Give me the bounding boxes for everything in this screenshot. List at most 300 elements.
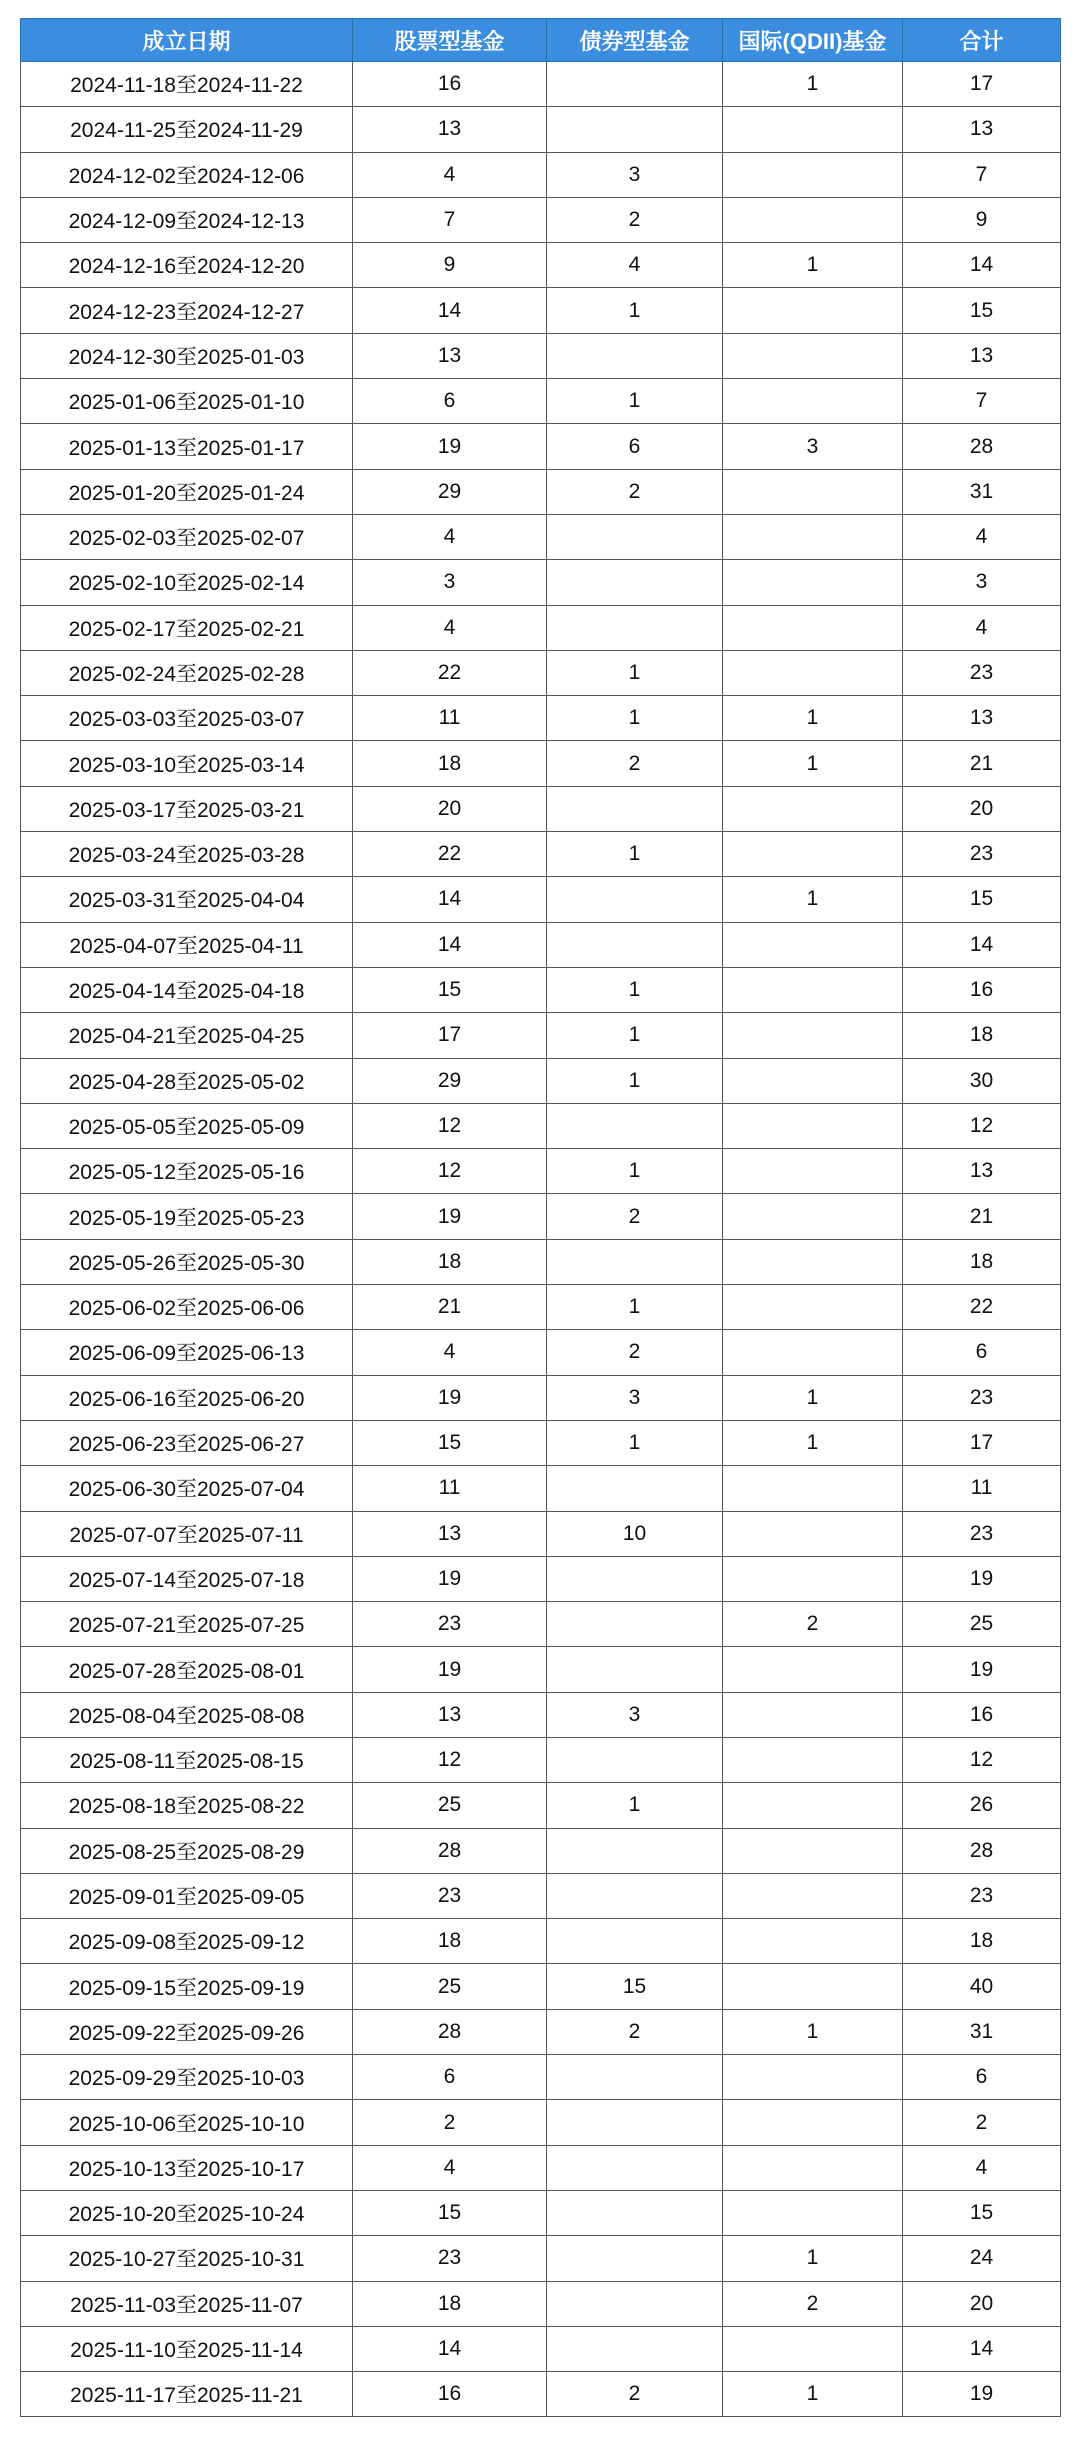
- cell-stock-count: 11: [353, 696, 547, 741]
- header-total: 合计: [903, 19, 1061, 62]
- cell-qdii-count: 1: [723, 2009, 903, 2054]
- cell-date-range: 2025-01-13至2025-01-17: [21, 424, 353, 469]
- cell-total-count: 31: [903, 2009, 1061, 2054]
- cell-total-count: 6: [903, 1330, 1061, 1375]
- header-bond-fund: 债券型基金: [547, 19, 723, 62]
- cell-stock-count: 28: [353, 1828, 547, 1873]
- cell-total-count: 9: [903, 197, 1061, 242]
- table-row: [21, 62, 1061, 107]
- table-row: [21, 379, 1061, 424]
- cell-stock-count: 22: [353, 650, 547, 695]
- cell-stock-count: 19: [353, 1647, 547, 1692]
- cell-total-count: 13: [903, 107, 1061, 152]
- cell-total-count: 20: [903, 2281, 1061, 2326]
- cell-total-count: 13: [903, 696, 1061, 741]
- table-row: [21, 2326, 1061, 2371]
- cell-bond-count: [547, 1239, 723, 1284]
- table-row: [21, 1420, 1061, 1465]
- cell-stock-count: 4: [353, 605, 547, 650]
- cell-date-range: 2025-03-10至2025-03-14: [21, 741, 353, 786]
- cell-stock-count: 13: [353, 107, 547, 152]
- cell-bond-count: [547, 877, 723, 922]
- table-row: [21, 1602, 1061, 1647]
- cell-total-count: 13: [903, 1149, 1061, 1194]
- cell-date-range: 2025-05-19至2025-05-23: [21, 1194, 353, 1239]
- cell-date-range: 2025-08-18至2025-08-22: [21, 1783, 353, 1828]
- cell-qdii-count: [723, 1647, 903, 1692]
- cell-bond-count: [547, 2236, 723, 2281]
- cell-total-count: 22: [903, 1285, 1061, 1330]
- table-row: [21, 650, 1061, 695]
- cell-stock-count: 20: [353, 786, 547, 831]
- table-header: [21, 19, 1061, 62]
- cell-date-range: 2024-11-25至2024-11-29: [21, 107, 353, 152]
- cell-stock-count: 12: [353, 1149, 547, 1194]
- cell-bond-count: 1: [547, 1783, 723, 1828]
- cell-qdii-count: 1: [723, 1420, 903, 1465]
- header-row: [21, 19, 1061, 62]
- cell-date-range: 2025-02-03至2025-02-07: [21, 514, 353, 559]
- cell-bond-count: 2: [547, 1330, 723, 1375]
- table-row: [21, 1466, 1061, 1511]
- table-row: [21, 1149, 1061, 1194]
- table-row: [21, 1783, 1061, 1828]
- cell-total-count: 23: [903, 1873, 1061, 1918]
- cell-total-count: 13: [903, 333, 1061, 378]
- table-row: [21, 424, 1061, 469]
- cell-bond-count: [547, 2100, 723, 2145]
- table-row: [21, 288, 1061, 333]
- cell-bond-count: 1: [547, 832, 723, 877]
- cell-qdii-count: [723, 1330, 903, 1375]
- cell-bond-count: 2: [547, 469, 723, 514]
- cell-date-range: 2025-08-11至2025-08-15: [21, 1737, 353, 1782]
- cell-stock-count: 13: [353, 1511, 547, 1556]
- cell-stock-count: 22: [353, 832, 547, 877]
- cell-total-count: 12: [903, 1103, 1061, 1148]
- cell-total-count: 40: [903, 1964, 1061, 2009]
- cell-date-range: 2025-06-09至2025-06-13: [21, 1330, 353, 1375]
- cell-qdii-count: [723, 2326, 903, 2371]
- cell-qdii-count: 1: [723, 741, 903, 786]
- cell-total-count: 15: [903, 877, 1061, 922]
- cell-qdii-count: 1: [723, 62, 903, 107]
- cell-date-range: 2025-06-02至2025-06-06: [21, 1285, 353, 1330]
- cell-total-count: 18: [903, 1013, 1061, 1058]
- cell-date-range: 2025-09-08至2025-09-12: [21, 1919, 353, 1964]
- cell-date-range: 2025-06-16至2025-06-20: [21, 1375, 353, 1420]
- table-row: [21, 2145, 1061, 2190]
- fund-table-container: [20, 18, 1060, 2417]
- table-row: [21, 514, 1061, 559]
- header-establish-date: 成立日期: [21, 19, 353, 62]
- cell-stock-count: 18: [353, 1919, 547, 1964]
- cell-total-count: 19: [903, 1556, 1061, 1601]
- cell-stock-count: 15: [353, 2190, 547, 2235]
- cell-total-count: 19: [903, 2372, 1061, 2417]
- cell-bond-count: [547, 1602, 723, 1647]
- cell-qdii-count: [723, 2100, 903, 2145]
- cell-total-count: 7: [903, 152, 1061, 197]
- cell-date-range: 2024-12-02至2024-12-06: [21, 152, 353, 197]
- cell-date-range: 2025-05-26至2025-05-30: [21, 1239, 353, 1284]
- cell-total-count: 3: [903, 560, 1061, 605]
- cell-total-count: 21: [903, 1194, 1061, 1239]
- cell-qdii-count: [723, 514, 903, 559]
- cell-qdii-count: [723, 1783, 903, 1828]
- cell-qdii-count: [723, 922, 903, 967]
- cell-qdii-count: 1: [723, 1375, 903, 1420]
- cell-bond-count: [547, 333, 723, 378]
- cell-date-range: 2025-07-07至2025-07-11: [21, 1511, 353, 1556]
- cell-stock-count: 13: [353, 1692, 547, 1737]
- cell-bond-count: [547, 107, 723, 152]
- cell-bond-count: 10: [547, 1511, 723, 1556]
- table-row: [21, 1692, 1061, 1737]
- cell-total-count: 23: [903, 1375, 1061, 1420]
- cell-bond-count: [547, 1556, 723, 1601]
- cell-qdii-count: [723, 1194, 903, 1239]
- cell-stock-count: 19: [353, 1194, 547, 1239]
- cell-total-count: 16: [903, 967, 1061, 1012]
- cell-total-count: 18: [903, 1239, 1061, 1284]
- cell-date-range: 2025-03-31至2025-04-04: [21, 877, 353, 922]
- table-row: [21, 2372, 1061, 2417]
- cell-qdii-count: [723, 197, 903, 242]
- cell-total-count: 23: [903, 1511, 1061, 1556]
- cell-stock-count: 29: [353, 469, 547, 514]
- cell-stock-count: 23: [353, 1602, 547, 1647]
- cell-date-range: 2025-05-12至2025-05-16: [21, 1149, 353, 1194]
- cell-qdii-count: [723, 1556, 903, 1601]
- cell-bond-count: [547, 2145, 723, 2190]
- cell-qdii-count: [723, 1511, 903, 1556]
- table-row: [21, 1828, 1061, 1873]
- table-row: [21, 832, 1061, 877]
- cell-bond-count: 2: [547, 1194, 723, 1239]
- cell-stock-count: 4: [353, 1330, 547, 1375]
- table-row: [21, 1375, 1061, 1420]
- cell-date-range: 2025-03-17至2025-03-21: [21, 786, 353, 831]
- cell-bond-count: 1: [547, 288, 723, 333]
- cell-qdii-count: [723, 1873, 903, 1918]
- cell-qdii-count: 1: [723, 2236, 903, 2281]
- cell-date-range: 2025-11-10至2025-11-14: [21, 2326, 353, 2371]
- cell-stock-count: 15: [353, 1420, 547, 1465]
- cell-date-range: 2025-08-25至2025-08-29: [21, 1828, 353, 1873]
- cell-qdii-count: [723, 2145, 903, 2190]
- table-row: [21, 1330, 1061, 1375]
- cell-date-range: 2025-09-29至2025-10-03: [21, 2055, 353, 2100]
- cell-qdii-count: [723, 333, 903, 378]
- cell-qdii-count: [723, 1149, 903, 1194]
- cell-stock-count: 12: [353, 1737, 547, 1782]
- cell-qdii-count: [723, 1828, 903, 1873]
- cell-date-range: 2025-02-10至2025-02-14: [21, 560, 353, 605]
- cell-date-range: 2025-10-06至2025-10-10: [21, 2100, 353, 2145]
- table-row: [21, 1556, 1061, 1601]
- cell-stock-count: 19: [353, 1375, 547, 1420]
- table-row: [21, 2190, 1061, 2235]
- cell-stock-count: 23: [353, 1873, 547, 1918]
- cell-total-count: 24: [903, 2236, 1061, 2281]
- cell-qdii-count: [723, 1285, 903, 1330]
- cell-stock-count: 2: [353, 2100, 547, 2145]
- cell-stock-count: 18: [353, 2281, 547, 2326]
- table-row: [21, 2100, 1061, 2145]
- cell-stock-count: 3: [353, 560, 547, 605]
- cell-bond-count: 2: [547, 2009, 723, 2054]
- cell-total-count: 23: [903, 650, 1061, 695]
- cell-total-count: 21: [903, 741, 1061, 786]
- cell-stock-count: 15: [353, 967, 547, 1012]
- cell-qdii-count: [723, 1964, 903, 2009]
- cell-stock-count: 4: [353, 2145, 547, 2190]
- cell-total-count: 19: [903, 1647, 1061, 1692]
- cell-qdii-count: [723, 107, 903, 152]
- cell-stock-count: 19: [353, 424, 547, 469]
- fund-establishment-table: [20, 18, 1061, 2417]
- cell-bond-count: 1: [547, 1013, 723, 1058]
- cell-qdii-count: [723, 832, 903, 877]
- cell-stock-count: 4: [353, 152, 547, 197]
- cell-total-count: 4: [903, 2145, 1061, 2190]
- table-row: [21, 2281, 1061, 2326]
- cell-date-range: 2025-02-17至2025-02-21: [21, 605, 353, 650]
- table-row: [21, 243, 1061, 288]
- cell-bond-count: 2: [547, 2372, 723, 2417]
- cell-stock-count: 29: [353, 1058, 547, 1103]
- cell-total-count: 4: [903, 514, 1061, 559]
- cell-bond-count: 4: [547, 243, 723, 288]
- cell-date-range: 2025-09-15至2025-09-19: [21, 1964, 353, 2009]
- table-row: [21, 1013, 1061, 1058]
- table-row: [21, 1647, 1061, 1692]
- cell-total-count: 7: [903, 379, 1061, 424]
- header-stock-fund: 股票型基金: [353, 19, 547, 62]
- cell-qdii-count: [723, 288, 903, 333]
- cell-stock-count: 9: [353, 243, 547, 288]
- cell-total-count: 31: [903, 469, 1061, 514]
- cell-date-range: 2025-03-03至2025-03-07: [21, 696, 353, 741]
- cell-bond-count: 3: [547, 152, 723, 197]
- cell-qdii-count: 1: [723, 2372, 903, 2417]
- cell-bond-count: 1: [547, 1058, 723, 1103]
- cell-stock-count: 21: [353, 1285, 547, 1330]
- cell-bond-count: [547, 1647, 723, 1692]
- cell-date-range: 2025-04-28至2025-05-02: [21, 1058, 353, 1103]
- table-body: [21, 62, 1061, 2417]
- cell-stock-count: 12: [353, 1103, 547, 1148]
- cell-stock-count: 18: [353, 1239, 547, 1284]
- cell-date-range: 2025-04-07至2025-04-11: [21, 922, 353, 967]
- cell-qdii-count: [723, 152, 903, 197]
- cell-bond-count: [547, 560, 723, 605]
- table-row: [21, 786, 1061, 831]
- table-row: [21, 1058, 1061, 1103]
- cell-bond-count: [547, 1103, 723, 1148]
- cell-date-range: 2025-07-14至2025-07-18: [21, 1556, 353, 1601]
- cell-stock-count: 14: [353, 2326, 547, 2371]
- table-row: [21, 1964, 1061, 2009]
- table-row: [21, 1103, 1061, 1148]
- cell-total-count: 12: [903, 1737, 1061, 1782]
- cell-total-count: 15: [903, 2190, 1061, 2235]
- cell-qdii-count: [723, 1239, 903, 1284]
- cell-qdii-count: 1: [723, 877, 903, 922]
- cell-qdii-count: [723, 1103, 903, 1148]
- cell-qdii-count: [723, 560, 903, 605]
- cell-stock-count: 17: [353, 1013, 547, 1058]
- cell-bond-count: [547, 2055, 723, 2100]
- cell-date-range: 2024-12-30至2025-01-03: [21, 333, 353, 378]
- cell-stock-count: 16: [353, 2372, 547, 2417]
- cell-total-count: 14: [903, 922, 1061, 967]
- table-row: [21, 2055, 1061, 2100]
- cell-total-count: 2: [903, 2100, 1061, 2145]
- cell-qdii-count: [723, 605, 903, 650]
- cell-bond-count: [547, 605, 723, 650]
- cell-bond-count: 6: [547, 424, 723, 469]
- cell-qdii-count: 1: [723, 243, 903, 288]
- cell-qdii-count: [723, 786, 903, 831]
- cell-qdii-count: [723, 967, 903, 1012]
- cell-bond-count: 1: [547, 1420, 723, 1465]
- cell-date-range: 2025-04-14至2025-04-18: [21, 967, 353, 1012]
- cell-date-range: 2025-01-20至2025-01-24: [21, 469, 353, 514]
- cell-bond-count: 1: [547, 967, 723, 1012]
- cell-total-count: 16: [903, 1692, 1061, 1737]
- cell-stock-count: 16: [353, 62, 547, 107]
- cell-bond-count: [547, 62, 723, 107]
- cell-qdii-count: 1: [723, 696, 903, 741]
- cell-stock-count: 25: [353, 1964, 547, 2009]
- cell-qdii-count: [723, 650, 903, 695]
- cell-bond-count: [547, 1737, 723, 1782]
- cell-qdii-count: [723, 1919, 903, 1964]
- table-row: [21, 1737, 1061, 1782]
- cell-bond-count: 15: [547, 1964, 723, 2009]
- table-row: [21, 107, 1061, 152]
- cell-date-range: 2025-07-28至2025-08-01: [21, 1647, 353, 1692]
- cell-date-range: 2025-05-05至2025-05-09: [21, 1103, 353, 1148]
- table-row: [21, 877, 1061, 922]
- cell-bond-count: 1: [547, 650, 723, 695]
- cell-qdii-count: [723, 2055, 903, 2100]
- table-row: [21, 741, 1061, 786]
- cell-qdii-count: 3: [723, 424, 903, 469]
- cell-bond-count: [547, 786, 723, 831]
- cell-stock-count: 14: [353, 288, 547, 333]
- table-row: [21, 152, 1061, 197]
- cell-bond-count: [547, 1466, 723, 1511]
- cell-stock-count: 19: [353, 1556, 547, 1601]
- cell-date-range: 2025-06-30至2025-07-04: [21, 1466, 353, 1511]
- cell-total-count: 18: [903, 1919, 1061, 1964]
- cell-stock-count: 11: [353, 1466, 547, 1511]
- table-row: [21, 696, 1061, 741]
- cell-stock-count: 6: [353, 2055, 547, 2100]
- cell-qdii-count: [723, 1692, 903, 1737]
- cell-bond-count: [547, 1873, 723, 1918]
- table-row: [21, 1919, 1061, 1964]
- cell-total-count: 20: [903, 786, 1061, 831]
- cell-bond-count: 2: [547, 741, 723, 786]
- cell-date-range: 2025-06-23至2025-06-27: [21, 1420, 353, 1465]
- cell-bond-count: [547, 514, 723, 559]
- table-row: [21, 605, 1061, 650]
- cell-qdii-count: [723, 469, 903, 514]
- cell-date-range: 2024-12-23至2024-12-27: [21, 288, 353, 333]
- cell-bond-count: [547, 2326, 723, 2371]
- table-row: [21, 2009, 1061, 2054]
- cell-total-count: 28: [903, 424, 1061, 469]
- cell-bond-count: [547, 2190, 723, 2235]
- cell-date-range: 2025-08-04至2025-08-08: [21, 1692, 353, 1737]
- cell-stock-count: 6: [353, 379, 547, 424]
- cell-total-count: 4: [903, 605, 1061, 650]
- cell-date-range: 2025-04-21至2025-04-25: [21, 1013, 353, 1058]
- cell-qdii-count: [723, 1013, 903, 1058]
- cell-date-range: 2024-12-16至2024-12-20: [21, 243, 353, 288]
- table-row: [21, 333, 1061, 378]
- cell-total-count: 30: [903, 1058, 1061, 1103]
- table-row: [21, 560, 1061, 605]
- cell-date-range: 2025-09-01至2025-09-05: [21, 1873, 353, 1918]
- cell-total-count: 6: [903, 2055, 1061, 2100]
- cell-bond-count: [547, 1828, 723, 1873]
- cell-total-count: 25: [903, 1602, 1061, 1647]
- cell-bond-count: [547, 1919, 723, 1964]
- cell-date-range: 2025-11-03至2025-11-07: [21, 2281, 353, 2326]
- cell-qdii-count: [723, 2190, 903, 2235]
- cell-qdii-count: [723, 1737, 903, 1782]
- cell-bond-count: [547, 922, 723, 967]
- cell-date-range: 2025-11-17至2025-11-21: [21, 2372, 353, 2417]
- header-qdii-fund: 国际(QDII)基金: [723, 19, 903, 62]
- table-row: [21, 1239, 1061, 1284]
- cell-qdii-count: 2: [723, 1602, 903, 1647]
- cell-total-count: 17: [903, 62, 1061, 107]
- cell-total-count: 15: [903, 288, 1061, 333]
- table-row: [21, 1285, 1061, 1330]
- cell-stock-count: 28: [353, 2009, 547, 2054]
- cell-stock-count: 14: [353, 877, 547, 922]
- table-row: [21, 197, 1061, 242]
- cell-qdii-count: [723, 1058, 903, 1103]
- cell-total-count: 14: [903, 2326, 1061, 2371]
- cell-date-range: 2024-12-09至2024-12-13: [21, 197, 353, 242]
- cell-total-count: 11: [903, 1466, 1061, 1511]
- cell-bond-count: [547, 2281, 723, 2326]
- cell-qdii-count: [723, 379, 903, 424]
- cell-stock-count: 13: [353, 333, 547, 378]
- cell-date-range: 2024-11-18至2024-11-22: [21, 62, 353, 107]
- cell-stock-count: 18: [353, 741, 547, 786]
- cell-qdii-count: [723, 1466, 903, 1511]
- cell-bond-count: 1: [547, 1285, 723, 1330]
- cell-stock-count: 4: [353, 514, 547, 559]
- cell-stock-count: 14: [353, 922, 547, 967]
- cell-date-range: 2025-02-24至2025-02-28: [21, 650, 353, 695]
- table-row: [21, 1194, 1061, 1239]
- cell-date-range: 2025-09-22至2025-09-26: [21, 2009, 353, 2054]
- cell-bond-count: 2: [547, 197, 723, 242]
- cell-date-range: 2025-10-20至2025-10-24: [21, 2190, 353, 2235]
- table-row: [21, 967, 1061, 1012]
- cell-bond-count: 3: [547, 1692, 723, 1737]
- cell-total-count: 14: [903, 243, 1061, 288]
